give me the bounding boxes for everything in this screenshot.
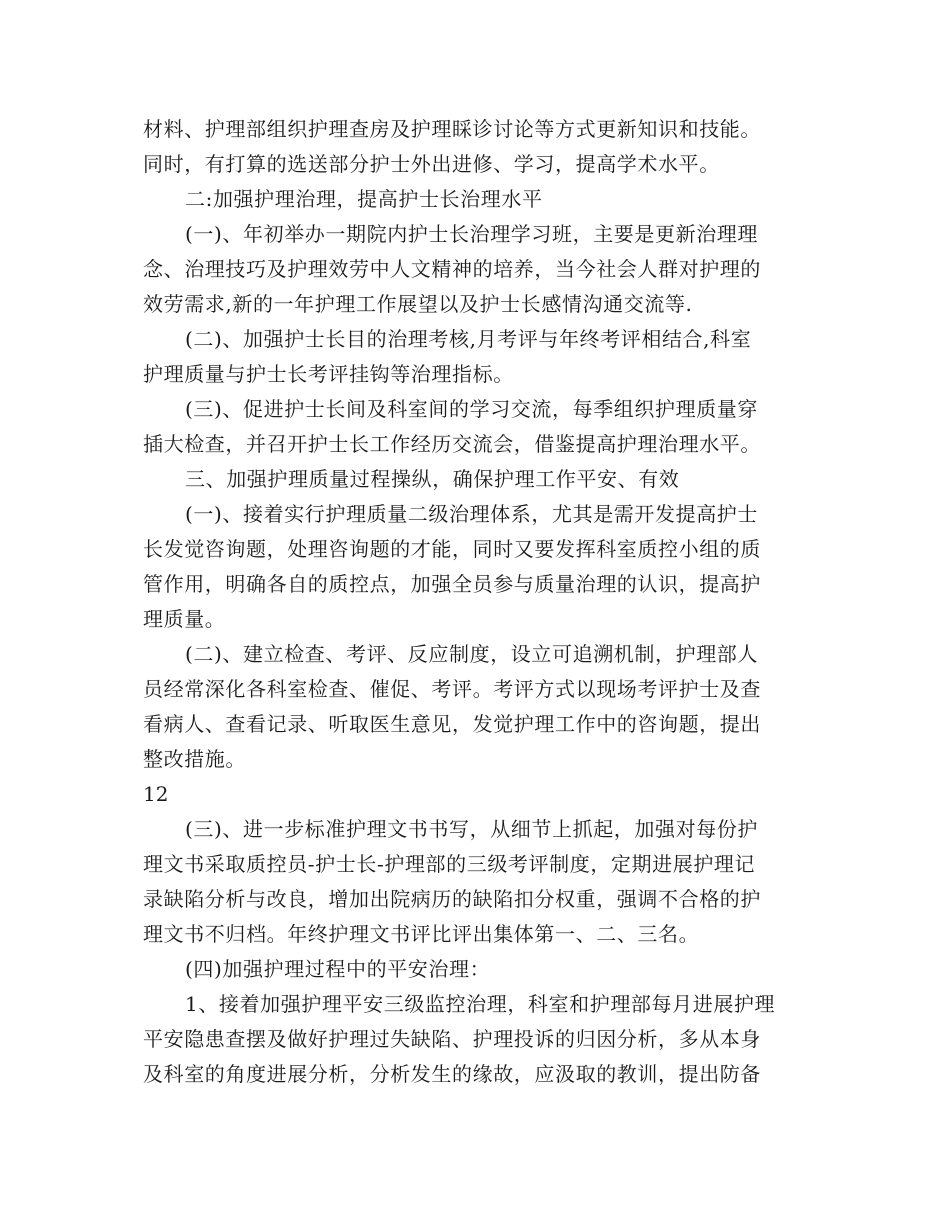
text-line: (二)、建立检查、考评、反应制度，设立可追溯机制，护理部人: [185, 642, 759, 666]
text-line: 三、加强护理质量过程操纵，确保护理工作平安、有效: [185, 467, 680, 491]
text-line: 及科室的角度进展分析，分析发生的缘故，应汲取的教训，提出防备: [143, 1062, 761, 1086]
text-line: 长发觉咨询题，处理咨询题的才能，同时又要发挥科室质控小组的质: [143, 537, 761, 561]
text-line: (三)、进一步标准护理文书书写，从细节上抓起，加强对每份护: [185, 817, 759, 841]
text-line: 二:加强护理治理，提高护士长治理水平: [185, 187, 543, 211]
text-line: 理文书不归档。年终护理文书评比评出集体第一、二、三名。: [143, 922, 700, 946]
text-line: (四)加强护理过程中的平安治理：: [185, 957, 491, 981]
text-line: 护理质量与护士长考评挂钩等治理指标。: [143, 362, 514, 386]
text-line: 员经常深化各科室检查、催促、考评。考评方式以现场考评护士及查: [143, 677, 761, 701]
text-line: 同时，有打算的选送部分护士外出进修、学习，提高学术水平。: [143, 152, 720, 176]
text-line: 录缺陷分析与改良，增加出院病历的缺陷扣分权重，强调不合格的护: [143, 887, 761, 911]
text-line: 管作用，明确各自的质控点，加强全员参与质量治理的认识，提高护: [143, 572, 761, 596]
text-line: 效劳需求,新的一年护理工作展望以及护士长感情沟通交流等.: [143, 292, 693, 316]
text-line: 1、接着加强护理平安三级监控治理，科室和护理部每月进展护理: [185, 992, 776, 1016]
text-line: 看病人、查看记录、听取医生意见，发觉护理工作中的咨询题，提出: [143, 712, 761, 736]
document-body: [143, 112, 811, 1092]
text-line: 理文书采取质控员-护士长-护理部的三级考评制度，定期进展护理记: [143, 852, 756, 876]
text-line: 材料、护理部组织护理查房及护理睬诊讨论等方式更新知识和技能。: [143, 117, 761, 141]
text-line: 平安隐患查摆及做好护理过失缺陷、护理投诉的归因分析，多从本身: [143, 1027, 761, 1051]
page-number: 12: [143, 782, 169, 806]
text-line: (二)、加强护士长目的治理考核,月考评与年终考评相结合,科室: [185, 327, 752, 351]
text-line: (三)、促进护士长间及科室间的学习交流，每季组织护理质量穿: [185, 397, 759, 421]
text-line: (一)、接着实行护理质量二级治理体系，尤其是需开发提高护士: [185, 502, 759, 526]
text-line: 整改措施。: [143, 747, 246, 771]
text-line: (一)、年初举办一期院内护士长治理学习班，主要是更新治理理: [185, 222, 759, 246]
text-line: 插大检查，并召开护士长工作经历交流会，借鉴提高护理治理水平。: [143, 432, 761, 456]
text-line: 理质量。: [143, 607, 226, 631]
text-line: 念、治理技巧及护理效劳中人文精神的培养，当今社会人群对护理的: [143, 257, 761, 281]
